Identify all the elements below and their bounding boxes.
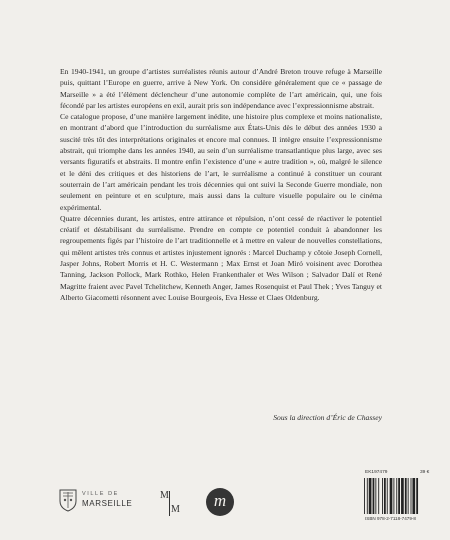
editor-credit: Sous la direction d’Éric de Chassey: [273, 413, 382, 422]
product-code: EK197479: [365, 470, 388, 475]
price: 39 €: [420, 470, 430, 475]
isbn-text: ISBN 978-2-7118-7479-8: [365, 516, 416, 521]
musees-marseille-logo: [158, 490, 182, 518]
ville-de-text: VILLE DE: [82, 491, 119, 497]
marseille-text: MARSEILLE: [82, 499, 133, 508]
back-cover-text: [60, 66, 382, 303]
barcode-icon: [364, 478, 436, 514]
paragraph-1: En 1940-1941, un groupe d’artistes surréalistes réunis autour d’André Breton trouve refuge à Marseille puis, quittant l’Europe en guerre, arrive à New York. On considère généralement que ce « passage de Marseille » a été l’élément déclencheur d’une autonomie complète de l’art américain, qui, une fois fécondé par les artistes européens en exil, aurait pris son indépendance avec l’expressionnisme abstrait.: [60, 67, 382, 110]
crest-icon: [58, 488, 78, 512]
ville-de-marseille-logo: [58, 488, 136, 514]
paragraph-2: Ce catalogue propose, d’une manière largement inédite, une histoire plus complexe et moins nationaliste, en montrant d’abord que l’introduction du surréalisme aux États-Unis dès le début des années 1930 a suscité très tôt des interprétations originales et encore mal connues. Il intègre ensuite l’expressionnisme abstrait, qui triomphe dans les années 1940, au sein d’un surréalisme transatlantique plus large, avec ses versants figuratifs et abstraits. Il montre enfin l’existence d’une « autre tradition », où, malgré le silence et le déni des critiques et des historiens de l’art, le surréalisme a continué à constituer un courant souterrain de l’art américain pendant les trois décennies qui ont suivi la Seconde Guerre mondiale, non seulement en peinture et en sculpture, mais aussi dans la culture visuelle populaire ou le cinéma expérimental.: [60, 112, 382, 212]
mm-letter-1: M: [160, 490, 169, 501]
mm-letter-2: M: [171, 504, 180, 515]
rmn-logo: m: [206, 488, 234, 516]
mm-divider: [169, 491, 170, 516]
paragraph-3: Quatre décennies durant, les artistes, entre attirance et répulsion, n’ont cessé de réactiver le potentiel créatif et déstabilisant du surréalisme. Prendre en compte ce potentiel conduit à abandonner les regroupements figés par l’histoire de l’art traditionnelle et à mettre en valeur de nouvelles constellations, qui mêlent artistes très connus et artistes injustement ignorés : Marcel Duchamp y côtoie Joseph Cornell, Jasper Johns, Robert Morris et H. C. Westermann ; Max Ernst et Joan Miró voisinent avec Dorothea Tanning, Jackson Pollock, Mark Rothko, Helen Frankenthaler et Wes Wilson ; Salvador Dalí et René Magritte fraient avec Pavel Tchelitchew, Kenneth Anger, James Rosenquist et Paul Thek ; Yves Tanguy et Alberto Giacometti résonnent avec Louise Bourgeois, Eva Hesse et Claes Oldenburg.: [60, 213, 382, 302]
